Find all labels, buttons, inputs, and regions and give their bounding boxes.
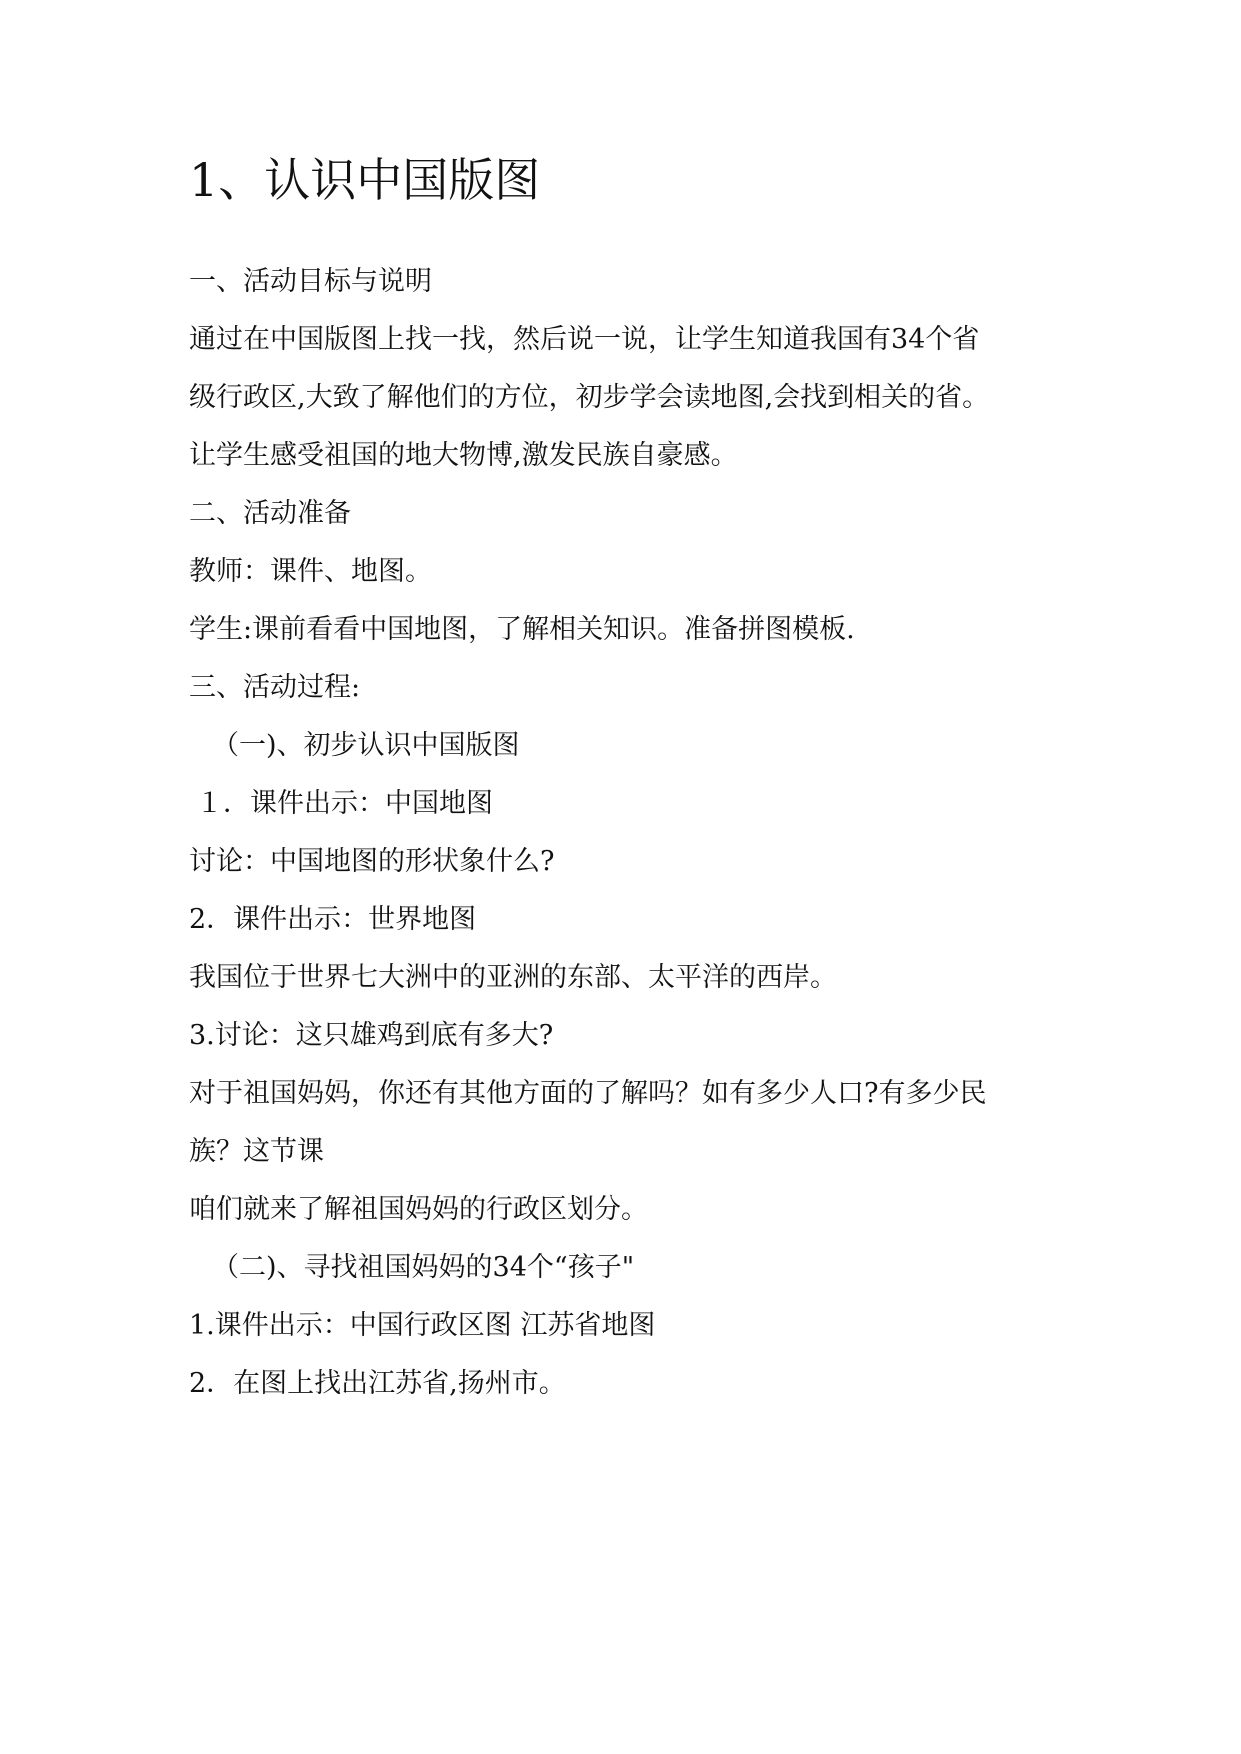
- section-heading-process: 三、活动过程:: [189, 672, 361, 703]
- paragraph-line: 讨论：中国地图的形状象什么?: [189, 846, 555, 877]
- paragraph-line: 咱们就来了解祖国妈妈的行政区划分。: [189, 1194, 648, 1225]
- paragraph-line: 通过在中国版图上找一找，然后说一说，让学生知道我国有34个省: [189, 324, 980, 355]
- paragraph-line: 族？这节课: [189, 1136, 324, 1167]
- paragraph-line: 让学生感受祖国的地大物博,激发民族自豪感。: [189, 440, 738, 471]
- list-item: 2．在图上找出江苏省,扬州市。: [189, 1368, 566, 1399]
- paragraph-line: 对于祖国妈妈，你还有其他方面的了解吗？如有多少人口?有多少民: [189, 1078, 987, 1109]
- paragraph-line: 我国位于世界七大洲中的亚洲的东部、太平洋的西岸。: [189, 962, 837, 993]
- paragraph-line: 学生:课前看看中国地图，了解相关知识。准备拼图模板.: [189, 614, 855, 645]
- subsection-heading: （一)、初步认识中国版图: [212, 730, 520, 761]
- list-item: 3.讨论：这只雄鸡到底有多大?: [189, 1020, 554, 1051]
- list-item: １．课件出示：中国地图: [196, 788, 493, 819]
- list-item: 1.课件出示：中国行政区图 江苏省地图: [189, 1310, 656, 1341]
- document-title: 1、认识中国版图: [189, 153, 541, 207]
- section-heading-preparation: 二、活动准备: [189, 498, 351, 529]
- list-item: 2．课件出示：世界地图: [189, 904, 477, 935]
- subsection-heading: （二)、寻找祖国妈妈的34个“孩子": [212, 1252, 635, 1283]
- paragraph-line: 级行政区,大致了解他们的方位，初步学会读地图,会找到相关的省。: [189, 382, 990, 413]
- section-heading-objectives: 一、活动目标与说明: [189, 266, 432, 297]
- paragraph-line: 教师：课件、地图。: [189, 556, 432, 587]
